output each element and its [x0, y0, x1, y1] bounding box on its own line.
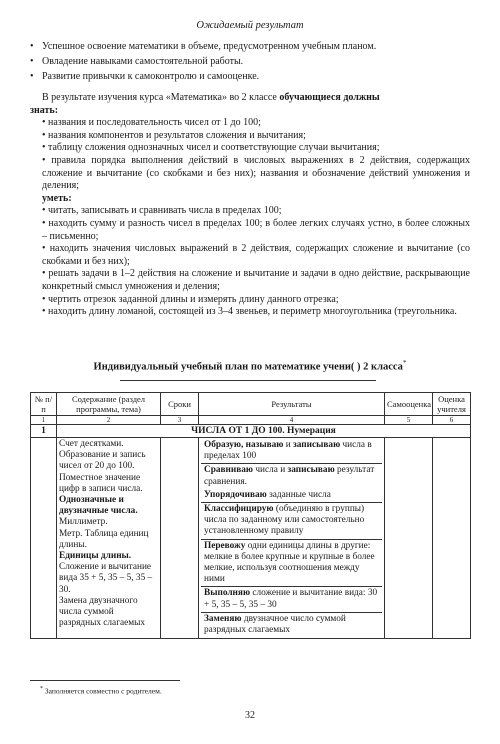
- can-item: • решать задачи в 1–2 действия на сложение и вычитание и задачи в одно действие, раскрывающие конкретный смысл умножения и деления;: [42, 268, 470, 292]
- can-item: • чертить отрезок заданной длины и измерять длину данного отрезка;: [42, 293, 339, 305]
- can-label: уметь:: [42, 192, 72, 204]
- column-number: 3: [161, 416, 199, 425]
- know-label: знать:: [30, 104, 59, 116]
- table-header-row: [31, 393, 471, 416]
- bullet-item: • Овладение навыками самостоятельной работы.: [30, 56, 244, 67]
- can-item: • находить сумму и разность чисел в пределах 100; в более легких случаях устно, в более сложных – письменно;: [42, 217, 470, 242]
- footnote-divider: [30, 680, 180, 681]
- teacher-grade-cell[interactable]: [433, 438, 471, 639]
- page-number: 32: [245, 710, 255, 721]
- content-cell: [57, 438, 161, 639]
- result-item: Классифицирую (объединяю в группы) числа по заданному или самостоятельно установленному правилу: [201, 503, 382, 540]
- result-item: Сравниваю числа и записываю результат сравнения.: [204, 465, 375, 487]
- column-number: 6: [433, 416, 471, 425]
- bullet-item: • Развитие привычки к самоконтролю и самооценке.: [30, 71, 260, 82]
- header-cell: Сроки: [161, 393, 199, 416]
- header-cell: № п/п: [31, 393, 57, 416]
- column-number: 2: [57, 416, 161, 425]
- self-assessment-cell[interactable]: [385, 438, 433, 639]
- num-cell: [31, 438, 57, 639]
- content-topic: Однозначные и двузначные числа.: [59, 495, 138, 517]
- section-title: ЧИСЛА ОТ 1 ДО 100. Нумерация: [57, 425, 471, 438]
- name-fill-line: [120, 380, 376, 381]
- content-topic: Миллиметр.: [59, 517, 108, 528]
- know-item: • таблицу сложения однозначных чисел и соответствующие случаи вычитания;: [42, 142, 380, 154]
- header-cell: Результаты: [199, 393, 385, 416]
- header-cell: Самооценка: [385, 393, 433, 416]
- plan-title: Индивидуальный учебный план по математике учени( ) 2 класса*: [93, 359, 407, 373]
- table-row: [31, 438, 471, 639]
- know-item: • названия и последовательность чисел от 1 до 100;: [42, 117, 261, 129]
- content-topic: Метр. Таблица единиц длины.: [59, 528, 149, 550]
- content-topic: Поместное значение цифр в записи числа.: [59, 472, 143, 494]
- content-topic: Замена двузначного числа суммой разрядных слагаемых: [59, 595, 146, 629]
- can-item: • находить значения числовых выражений в 2 действия, содержащих сложение и вычитание (со скобками и без них);: [42, 243, 470, 267]
- header-cell: Содержание (раздел программы, тема): [57, 393, 161, 416]
- footnote: * Заполняется совместно с родителем.: [40, 686, 162, 696]
- result-item: Заменяю двузначное число суммой разрядных слагаемых: [204, 613, 346, 636]
- result-item: Упорядочиваю заданные числа: [201, 489, 382, 503]
- content-topic: Единицы длины.: [59, 551, 132, 562]
- column-number: 5: [385, 416, 433, 425]
- bullet-item: • Успешное освоение математики в объеме, предусмотренном учебным планом.: [30, 41, 377, 52]
- term-cell: [161, 438, 199, 639]
- result-item: Выполняю сложение и вычитание вида: 30 + 5, 35 – 5, 35 – 30: [201, 587, 382, 612]
- content-topic: Сложение и вычитание вида 35 + 5, 35 – 5, 35 – 30.: [59, 562, 153, 595]
- can-item: • находить длину ломаной, состоящей из 3–4 звеньев, и периметр многоугольника (треугольника.: [42, 306, 457, 318]
- section-row: [31, 425, 471, 438]
- can-item: • читать, записывать и сравнивать числа в пределах 100;: [42, 205, 282, 217]
- section-number: 1: [31, 425, 57, 438]
- column-number-row: [31, 416, 471, 425]
- outcomes-text: [30, 92, 470, 319]
- column-number: 1: [31, 416, 57, 425]
- section-heading: Ожидаемый результат: [196, 20, 304, 31]
- know-item: • названия компонентов и результатов сложения и вычитания;: [42, 129, 306, 141]
- content-topic: Счет десятками. Образование и запись чисел от 20 до 100.: [59, 439, 146, 472]
- intro-paragraph: В результате изучения курса «Математика» во 2 классе обучающиеся должны: [42, 92, 380, 103]
- results-cell: [199, 438, 385, 639]
- study-plan-table: [30, 392, 471, 639]
- header-cell: Оценка учителя: [433, 393, 471, 416]
- column-number: 4: [199, 416, 385, 425]
- result-item: Перевожу одни единицы длины в другие: мелкие в более крупные и крупные в более мелкие, используя соотношения между ними: [201, 540, 382, 588]
- result-item: Образую, называю и записываю числа в пределах 100: [201, 439, 382, 464]
- know-item: • правила порядка выполнения действий в числовых выражениях в 2 действия, содержащих сложение и вычитание (со скобками и без них); названия и обозначение действий умножения и деления;: [42, 154, 470, 192]
